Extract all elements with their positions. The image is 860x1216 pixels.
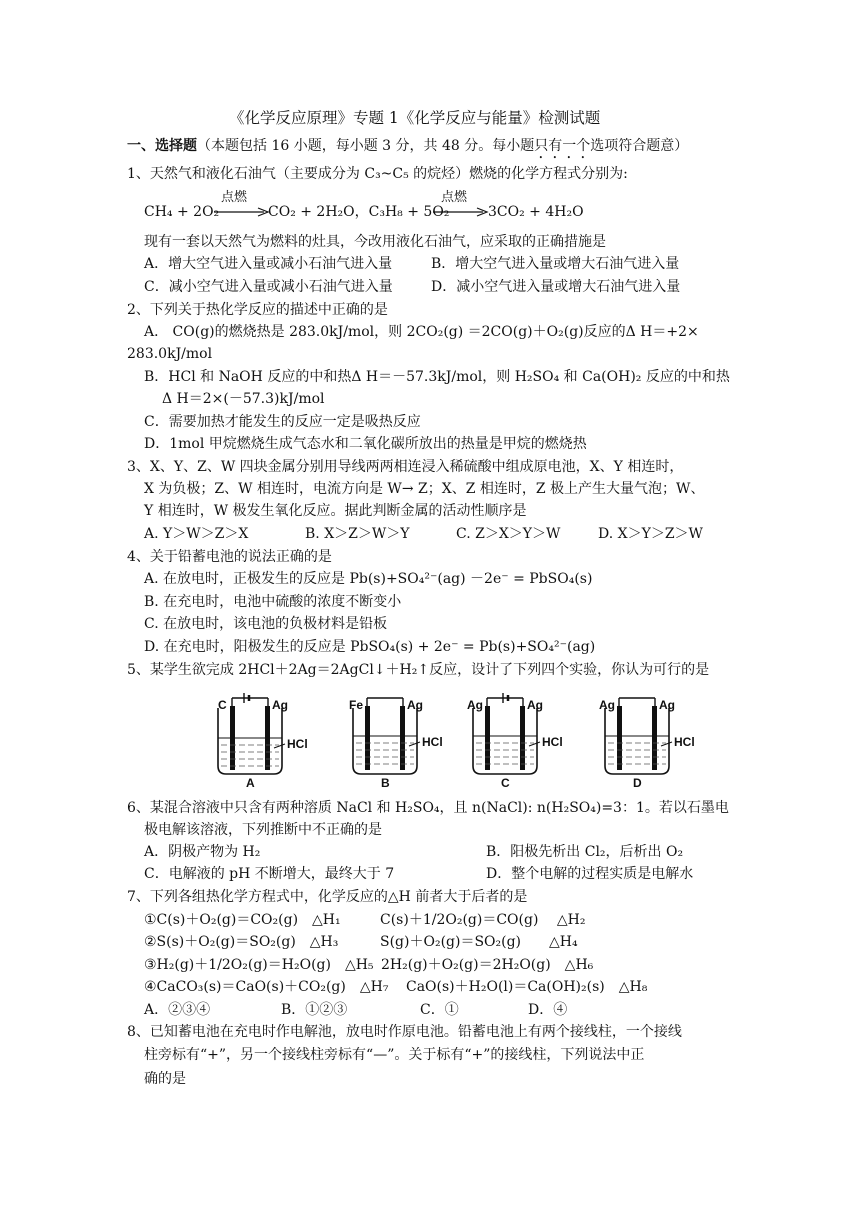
q6-line-1: 6、某混合溶液中只含有两种溶质 NaCl 和 H₂SO₄，且 n(NaCl): n(H₂SO₄)=3：1。若以石墨电: [127, 800, 729, 816]
q6-option-c: C．电解液的 pH 不断增大，最终大于 7: [144, 866, 395, 882]
q2-option-c: C．需要加热才能发生的反应一定是吸热反应: [144, 414, 421, 430]
q1-option-a: A．增大空气进入量或减小石油气进入量: [144, 256, 393, 272]
beaker-d-solution: HCl: [674, 735, 695, 749]
q3-line-3: Y 相连时，W 极发生氧化反应。据此判断金属的活动性顺序是: [144, 503, 527, 519]
q1-option-d: D．减小空气进入量或增大石油气进入量: [431, 279, 681, 295]
beaker-d-left-electrode: Ag: [599, 698, 615, 712]
q2-stem: 2、下列关于热化学反应的描述中正确的是: [127, 302, 388, 318]
q6-option-b: B．阳极先析出 Cl₂，后析出 O₂: [486, 844, 684, 860]
page-title: 《化学反应原理》专题 1《化学反应与能量》检测试题: [229, 109, 601, 127]
q7-reaction-1b: C(s)＋1/2O₂(g)＝CO(g) △H₂: [380, 912, 586, 928]
beaker-b-left-electrode: Fe: [349, 698, 364, 712]
beaker-diagram-a: [210, 690, 320, 790]
q8-line-1: 8、已知蓄电池在充电时作电解池，放电时作原电池。铅蓄电池上有两个接线柱，一个接线: [127, 1024, 682, 1040]
q1-eq-right: 3CO₂ + 4H₂O: [488, 204, 584, 220]
q1-cond-2: 点燃: [441, 190, 468, 205]
beaker-b-solution: HCl: [422, 735, 443, 749]
reaction-arrow-icon: [214, 206, 270, 218]
beaker-a-label: A: [246, 776, 255, 790]
q7-reaction-3a: ③H₂(g)＋1/2O₂(g)＝H₂O(g) △H₅: [144, 957, 374, 973]
q2-option-a-cont: 283.0kJ/mol: [127, 346, 213, 362]
beaker-d-label: D: [633, 776, 642, 790]
q4-option-d: D. 在充电时，阳极发生的反应是 PbSO₄(s) + 2e⁻ = Pb(s)+SO₄²⁻(ag): [144, 639, 596, 655]
q3-line-1: 3、X、Y、Z、W 四块金属分别用导线两两相连浸入稀硫酸中组成原电池，X、Y 相连时，: [127, 459, 684, 475]
q7-stem: 7、下列各组热化学方程式中，化学反应的△H 前者大于后者的是: [127, 889, 528, 905]
beaker-d-right-electrode: Ag: [659, 698, 675, 712]
q6-option-a: A．阴极产物为 H₂: [144, 844, 261, 860]
q1-option-b: B．增大空气进入量或增大石油气进入量: [431, 256, 680, 272]
beaker-a-left-electrode: C: [218, 698, 227, 712]
q7-option-a: A．②③④: [144, 1002, 211, 1018]
beaker-c-left-electrode: Ag: [467, 698, 483, 712]
q6-option-d: D．整个电解的过程实质是电解水: [486, 866, 694, 882]
q8-line-2: 柱旁标有“+”，另一个接线柱旁标有“—”。关于标有“+”的接线柱，下列说法中正: [144, 1047, 645, 1063]
beaker-diagram-b: [345, 690, 455, 790]
q3-option-b: B. X＞Z＞W＞Y: [305, 526, 410, 542]
q4-option-a: A. 在放电时，正极发生的反应是 Pb(s)+SO₄²⁻(ag) －2e⁻ = PbSO₄(s): [144, 571, 593, 587]
q4-option-c: C. 在放电时，该电池的负极材料是铅板: [144, 616, 388, 632]
q7-option-c: C．①: [420, 1002, 459, 1018]
q2-option-d: D．1mol 甲烷燃烧生成气态水和二氧化碳所放出的热量是甲烷的燃烧热: [144, 436, 587, 452]
q4-option-b: B. 在充电时，电池中硫酸的浓度不断变小: [144, 594, 402, 610]
q1-text: 现有一套以天然气为燃料的灶具，今改用液化石油气，应采取的正确措施是: [144, 234, 606, 250]
q7-reaction-4b: CaO(s)＋H₂O(l)＝Ca(OH)₂(s) △H₈: [406, 979, 648, 995]
q6-line-2: 极电解该溶液，下列推断中不正确的是: [144, 822, 382, 838]
q1-eq-left: CH₄ + 2O₂: [144, 204, 220, 220]
q7-option-d: D．④: [528, 1002, 568, 1018]
q1-option-c: C．减小空气进入量或减小石油气进入量: [144, 279, 393, 295]
q4-stem: 4、关于铅蓄电池的说法正确的是: [127, 549, 332, 565]
q3-line-2: X 为负极；Z、W 相连时，电流方向是 W→ Z；X、Z 相连时，Z 极上产生大量气泡；W、: [144, 481, 705, 497]
beaker-diagram-c: [465, 690, 575, 790]
q3-option-c: C. Z＞X＞Y＞W: [456, 526, 561, 542]
q1-equation-line: [144, 190, 764, 230]
q5-stem: 5、某学生欲完成 2HCl＋2Ag＝2AgCl↓＋H₂↑反应，设计了下列四个实验，你认为可行的是: [127, 662, 710, 678]
q3-option-a: A. Y＞W＞Z＞X: [144, 526, 249, 542]
q7-option-b: B．①②③: [281, 1002, 348, 1018]
beaker-c-label: C: [501, 776, 510, 790]
beaker-b-right-electrode: Ag: [407, 698, 423, 712]
q7-reaction-1a: ①C(s)＋O₂(g)＝CO₂(g) △H₁: [144, 912, 341, 928]
section-note-emphasis: 只有一个: [534, 138, 591, 154]
q7-reaction-2a: ②S(s)＋O₂(g)＝SO₂(g) △H₃: [144, 934, 339, 950]
q2-option-b-cont: Δ H＝2×(－57.3)kJ/mol: [162, 391, 325, 407]
section-note: （本题包括 16 小题，每小题 3 分，共 48 分。每小题: [197, 138, 535, 154]
q1-cond-1: 点燃: [221, 190, 248, 205]
beaker-c-right-electrode: Ag: [527, 698, 543, 712]
q2-option-a: A． CO(g)的燃烧热是 283.0kJ/mol，则 2CO₂(g) ＝2CO(g)＋O₂(g)反应的Δ H＝+2×: [144, 324, 699, 340]
beaker-a-solution: HCl: [287, 737, 308, 751]
section-heading: 一、选择题: [127, 138, 197, 154]
beaker-a-right-electrode: Ag: [272, 698, 288, 712]
beaker-diagram-d: [597, 690, 707, 790]
q7-reaction-3b: 2H₂(g)＋O₂(g)＝2H₂O(g) △H₆: [381, 957, 594, 973]
q8-line-3: 确的是: [144, 1071, 186, 1087]
section-note-end: 选项符合题意）: [590, 138, 689, 154]
beaker-b-label: B: [381, 776, 390, 790]
section-heading-line: [127, 135, 688, 162]
q7-reaction-4a: ④CaCO₃(s)＝CaO(s)＋CO₂(g) △H₇: [144, 979, 389, 995]
q7-reaction-2b: S(g)＋O₂(g)＝SO₂(g) △H₄: [380, 934, 578, 950]
q3-option-d: D. X＞Y＞Z＞W: [598, 526, 703, 542]
reaction-arrow-icon: [433, 206, 489, 218]
q2-option-b: B．HCl 和 NaOH 反应的中和热Δ H＝－57.3kJ/mol，则 H₂SO₄ 和 Ca(OH)₂ 反应的中和热: [144, 369, 730, 385]
beaker-c-solution: HCl: [542, 735, 563, 749]
q1-stem: 1、天然气和液化石油气（主要成分为 C₃~C₅ 的烷烃）燃烧的化学方程式分别为:: [127, 166, 628, 182]
q1-eq-middle: CO₂ + 2H₂O，C₃H₈ + 5O₂: [268, 204, 450, 220]
